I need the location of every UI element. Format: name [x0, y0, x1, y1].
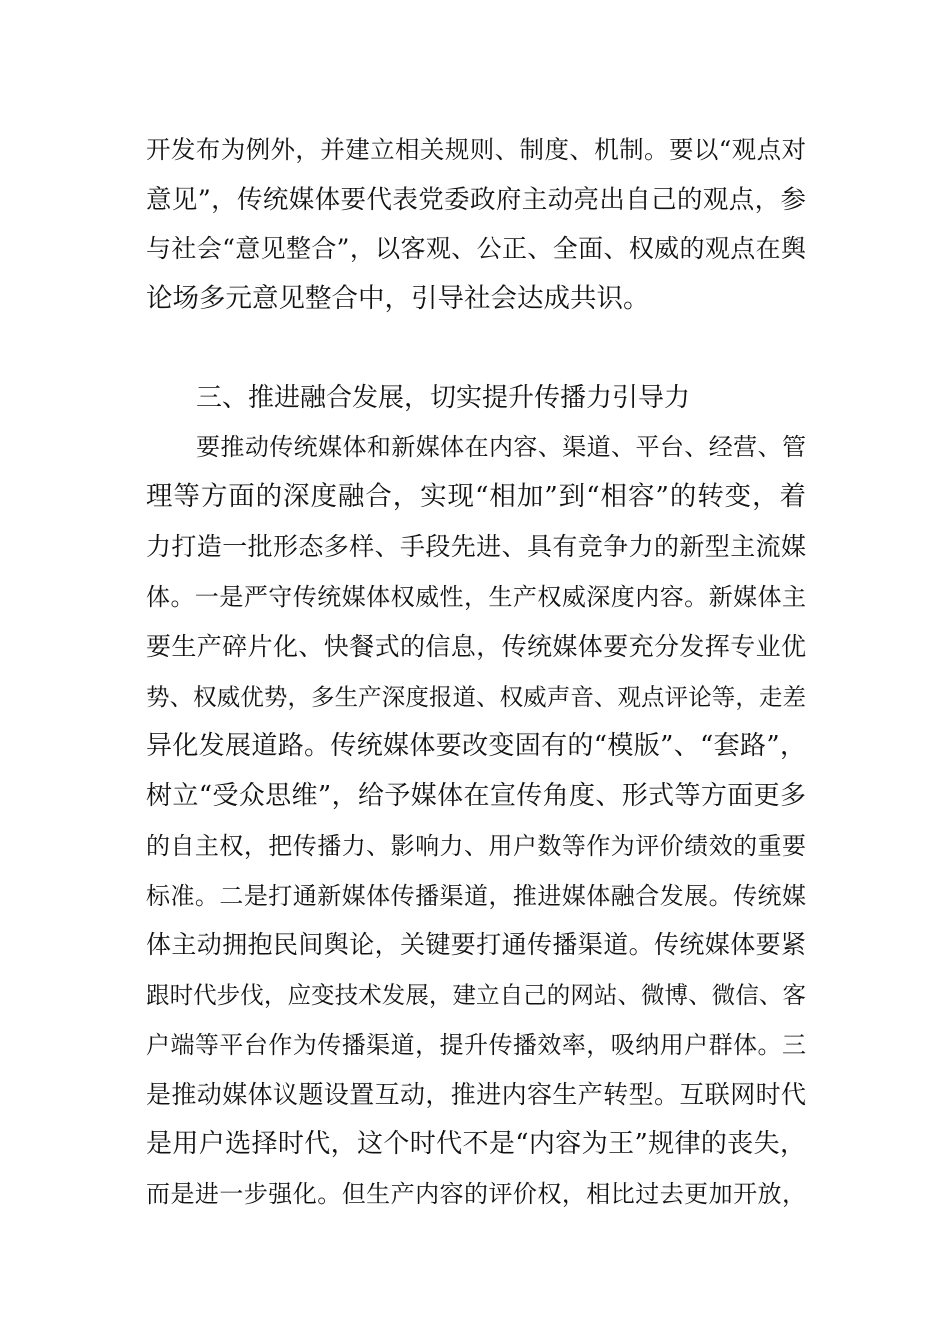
paragraph-2-line-1: 要推动传统媒体和新媒体在内容、渠道、平台、经营、管 — [196, 433, 806, 461]
paragraph-2-line-4: 体。一是严守传统媒体权威性，生产权威深度内容。新媒体主 — [146, 583, 806, 611]
paragraph-2-line-14: 是推动媒体议题设置互动，推进内容生产转型。互联网时代 — [146, 1080, 806, 1109]
paragraph-2-line-10: 标准。二是打通新媒体传播渠道，推进媒体融合发展。传统媒 — [146, 882, 806, 910]
paragraph-2-line-3: 力打造一批形态多样、手段先进、具有竞争力的新型主流媒 — [146, 532, 806, 561]
paragraph-2-line-12: 跟时代步伐，应变技术发展，建立自己的网站、微博、微信、客 — [146, 981, 806, 1009]
paragraph-1-line-2: 意见”，传统媒体要代表党委政府主动亮出自己的观点，参 — [146, 185, 806, 215]
paragraph-2-line-9: 的自主权，把传播力、影响力、用户数等作为评价绩效的重要 — [146, 832, 806, 860]
paragraph-2-line-5: 要生产碎片化、快餐式的信息，传统媒体要充分发挥专业优 — [146, 632, 806, 661]
paragraph-2-line-2: 理等方面的深度融合，实现“相加”到“相容”的转变，着 — [146, 481, 806, 512]
paragraph-2-line-6: 势、权威优势，多生产深度报道、权威声音、观点评论等，走差 — [146, 683, 806, 711]
paragraph-2-line-7: 异化发展道路。传统媒体要改变固有的“模版”、“套路”， — [146, 731, 806, 761]
paragraph-2-line-15: 是用户选择时代，这个时代不是“内容为王”规律的丧失， — [146, 1129, 806, 1159]
paragraph-1-line-3: 与社会“意见整合”，以客观、公正、全面、权威的观点在舆 — [146, 234, 806, 263]
section-heading: 三、推进融合发展，切实提升传播力引导力 — [196, 383, 691, 413]
paragraph-1-line-4: 论场多元意见整合中，引导社会达成共识。 — [146, 283, 650, 314]
paragraph-2-line-13: 户端等平台作为传播渠道，提升传播效率，吸纳用户群体。三 — [146, 1031, 806, 1059]
paragraph-2-line-11: 体主动拥抱民间舆论，关键要打通传播渠道。传统媒体要紧 — [146, 930, 806, 959]
paragraph-1-line-1: 开发布为例外，并建立相关规则、制度、机制。要以“观点对 — [146, 135, 806, 164]
paragraph-2-line-16: 而是进一步强化。但生产内容的评价权，相比过去更加开放， — [146, 1180, 806, 1208]
paragraph-2-line-8: 树立“受众思维”，给予媒体在宣传角度、形式等方面更多 — [146, 781, 806, 811]
